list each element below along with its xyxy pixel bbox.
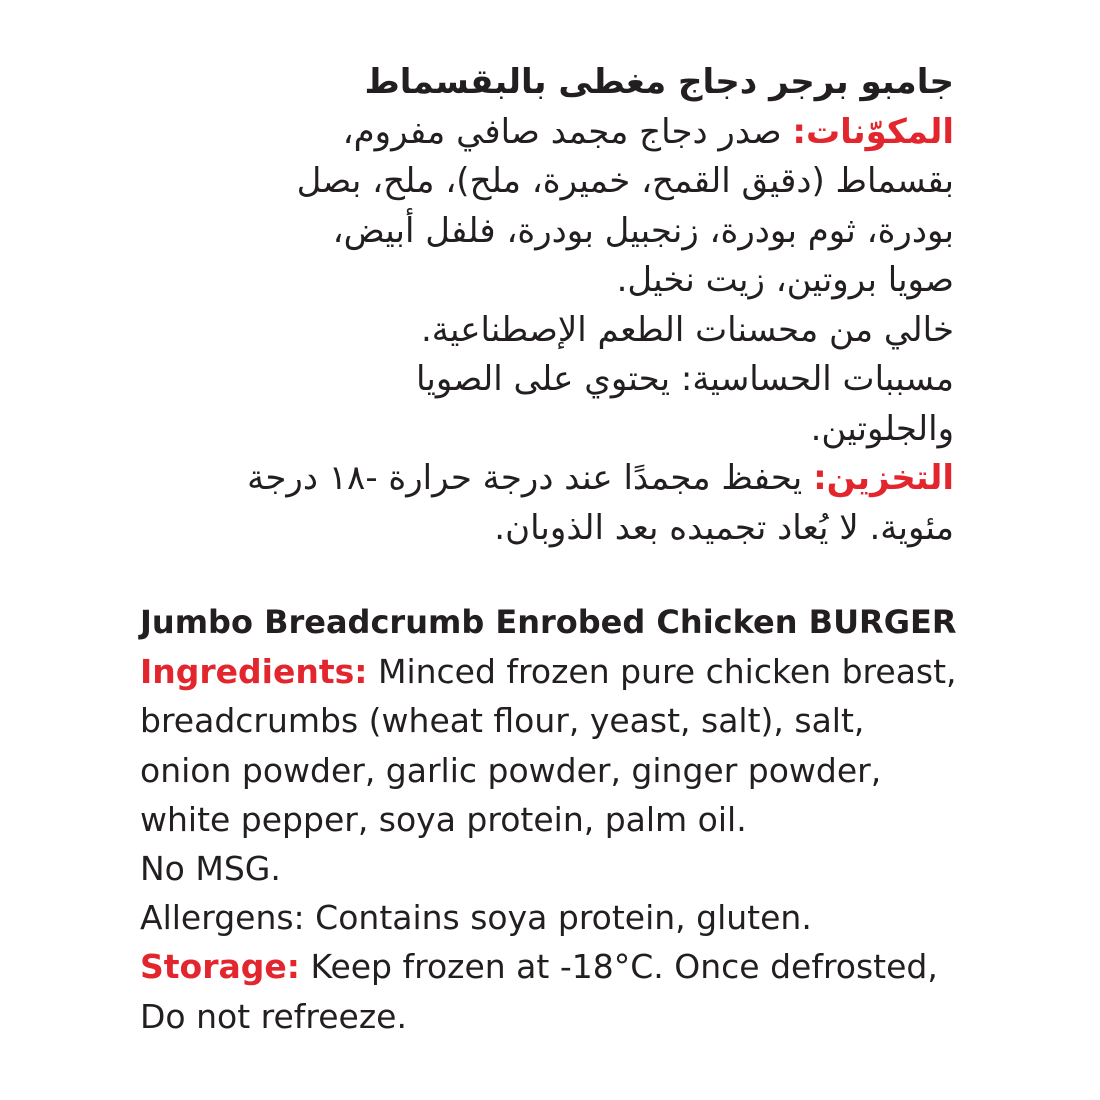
arabic-section xyxy=(134,58,954,553)
english-ingredients-label: Ingredients: xyxy=(140,652,368,692)
arabic-storage-text-1: يحفظ مجمدًا عند درجة حرارة -١٨ درجة xyxy=(247,458,814,498)
arabic-storage-line-2: مئوية. لا يُعاد تجميده بعد الذوبان. xyxy=(494,507,954,548)
english-storage-label: Storage: xyxy=(140,947,300,987)
arabic-storage-label: التخزين: xyxy=(813,458,954,498)
english-ingredients-line-3: onion powder, garlic powder, ginger powder, xyxy=(140,750,882,790)
english-no-msg: No MSG. xyxy=(140,849,281,889)
english-ingredients-line-1 xyxy=(140,647,1020,696)
arabic-ingredients-line-1 xyxy=(134,108,954,158)
arabic-ingredients-line-4: صويا بروتين، زيت نخيل. xyxy=(616,260,954,300)
english-section xyxy=(140,598,1020,1041)
english-ingredients-line-4: white pepper, soya protein, palm oil. xyxy=(140,799,747,839)
arabic-product-title: جامبو برجر دجاج مغطى بالبقسماط xyxy=(364,62,954,102)
english-allergens: Allergens: Contains soya protein, gluten. xyxy=(140,898,812,938)
arabic-allergens-line-2: والجلوتين. xyxy=(810,408,954,449)
arabic-ingredients-line-2: بقسماط (دقيق القمح، خميرة، ملح)، ملح، بصل xyxy=(296,161,954,201)
arabic-no-msg: خالي من محسنات الطعم الإصطناعية. xyxy=(420,309,954,350)
arabic-allergens-line-1: مسببات الحساسية: يحتوي على الصويا xyxy=(416,359,954,399)
english-ingredients-line-2: breadcrumbs (wheat flour, yeast, salt), salt, xyxy=(140,701,865,741)
arabic-ingredients-line-3: بودرة، ثوم بودرة، زنجبيل بودرة، فلفل أبيض، xyxy=(332,210,954,251)
english-storage-line-1 xyxy=(140,942,1020,991)
arabic-ingredients-text-1: صدر دجاج مجمد صافي مفروم، xyxy=(342,111,793,152)
english-storage-line-2: Do not refreeze. xyxy=(140,996,407,1036)
english-ingredients-text-1: Minced frozen pure chicken breast, xyxy=(367,652,957,692)
english-product-title: Jumbo Breadcrumb Enrobed Chicken BURGER xyxy=(140,603,957,641)
arabic-storage-line-1 xyxy=(134,454,954,504)
english-storage-text-1: Keep frozen at -18°C. Once defrosted, xyxy=(299,947,938,987)
arabic-ingredients-label: المكوّنات: xyxy=(792,111,954,152)
